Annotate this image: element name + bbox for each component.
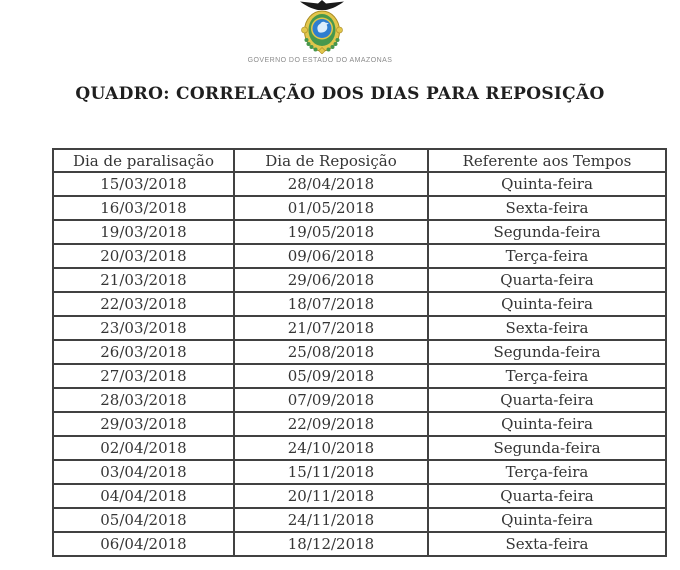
- paralisacao-date-cell: 04/04/2018: [53, 484, 234, 508]
- table-row: [53, 412, 666, 436]
- table-row: [53, 364, 666, 388]
- paralisacao-date-cell: 19/03/2018: [53, 220, 234, 244]
- table-row: [53, 292, 666, 316]
- table-row: [53, 460, 666, 484]
- weekday-cell: Quarta-feira: [428, 268, 666, 292]
- reposicao-date-cell: 28/04/2018: [234, 172, 428, 196]
- table-header: [53, 149, 666, 172]
- reposicao-table-body: [53, 172, 666, 556]
- reposicao-table: [52, 148, 667, 557]
- col-header-paralisacao: Dia de paralisação: [53, 149, 234, 172]
- weekday-cell: Sexta-feira: [428, 316, 666, 340]
- table-row: [53, 244, 666, 268]
- reposicao-date-cell: 24/11/2018: [234, 508, 428, 532]
- col-header-reposicao: Dia de Reposição: [234, 149, 428, 172]
- reposicao-date-cell: 20/11/2018: [234, 484, 428, 508]
- state-crest-logo: [299, 0, 345, 54]
- reposicao-date-cell: 18/07/2018: [234, 292, 428, 316]
- weekday-cell: Terça-feira: [428, 364, 666, 388]
- reposicao-date-cell: 21/07/2018: [234, 316, 428, 340]
- weekday-cell: Terça-feira: [428, 244, 666, 268]
- reposicao-date-cell: 15/11/2018: [234, 460, 428, 484]
- paralisacao-date-cell: 02/04/2018: [53, 436, 234, 460]
- table-row: [53, 268, 666, 292]
- table-row: [53, 532, 666, 556]
- org-name: GOVERNO DO ESTADO DO AMAZONAS: [247, 57, 393, 64]
- table-row: [53, 388, 666, 412]
- reposicao-date-cell: 22/09/2018: [234, 412, 428, 436]
- table-row: [53, 508, 666, 532]
- reposicao-date-cell: 24/10/2018: [234, 436, 428, 460]
- reposicao-date-cell: 25/08/2018: [234, 340, 428, 364]
- paralisacao-date-cell: 21/03/2018: [53, 268, 234, 292]
- reposicao-date-cell: 07/09/2018: [234, 388, 428, 412]
- weekday-cell: Sexta-feira: [428, 532, 666, 556]
- paralisacao-date-cell: 27/03/2018: [53, 364, 234, 388]
- table-row: [53, 220, 666, 244]
- page-title: QUADRO: CORRELAÇÃO DOS DIAS PARA REPOSIÇÃO: [75, 84, 605, 104]
- col-header-referente: Referente aos Tempos: [428, 149, 666, 172]
- paralisacao-date-cell: 06/04/2018: [53, 532, 234, 556]
- paralisacao-date-cell: 20/03/2018: [53, 244, 234, 268]
- weekday-cell: Quinta-feira: [428, 412, 666, 436]
- table-row: [53, 484, 666, 508]
- table-row: [53, 172, 666, 196]
- weekday-cell: Segunda-feira: [428, 220, 666, 244]
- weekday-cell: Quinta-feira: [428, 172, 666, 196]
- weekday-cell: Segunda-feira: [428, 436, 666, 460]
- paralisacao-date-cell: 16/03/2018: [53, 196, 234, 220]
- weekday-cell: Quinta-feira: [428, 292, 666, 316]
- paralisacao-date-cell: 05/04/2018: [53, 508, 234, 532]
- reposicao-date-cell: 05/09/2018: [234, 364, 428, 388]
- amazonas-coat-of-arms-icon: [299, 0, 345, 54]
- reposicao-date-cell: 09/06/2018: [234, 244, 428, 268]
- reposicao-date-cell: 18/12/2018: [234, 532, 428, 556]
- weekday-cell: Quarta-feira: [428, 484, 666, 508]
- paralisacao-date-cell: 23/03/2018: [53, 316, 234, 340]
- paralisacao-date-cell: 15/03/2018: [53, 172, 234, 196]
- paralisacao-date-cell: 26/03/2018: [53, 340, 234, 364]
- table-row: [53, 316, 666, 340]
- table-row: [53, 436, 666, 460]
- weekday-cell: Quarta-feira: [428, 388, 666, 412]
- weekday-cell: Segunda-feira: [428, 340, 666, 364]
- table-row: [53, 196, 666, 220]
- weekday-cell: Sexta-feira: [428, 196, 666, 220]
- reposicao-date-cell: 19/05/2018: [234, 220, 428, 244]
- paralisacao-date-cell: 29/03/2018: [53, 412, 234, 436]
- table-header-row: [53, 149, 666, 172]
- weekday-cell: Quinta-feira: [428, 508, 666, 532]
- paralisacao-date-cell: 03/04/2018: [53, 460, 234, 484]
- weekday-cell: Terça-feira: [428, 460, 666, 484]
- paralisacao-date-cell: 22/03/2018: [53, 292, 234, 316]
- paralisacao-date-cell: 28/03/2018: [53, 388, 234, 412]
- reposicao-date-cell: 29/06/2018: [234, 268, 428, 292]
- reposicao-date-cell: 01/05/2018: [234, 196, 428, 220]
- table-row: [53, 340, 666, 364]
